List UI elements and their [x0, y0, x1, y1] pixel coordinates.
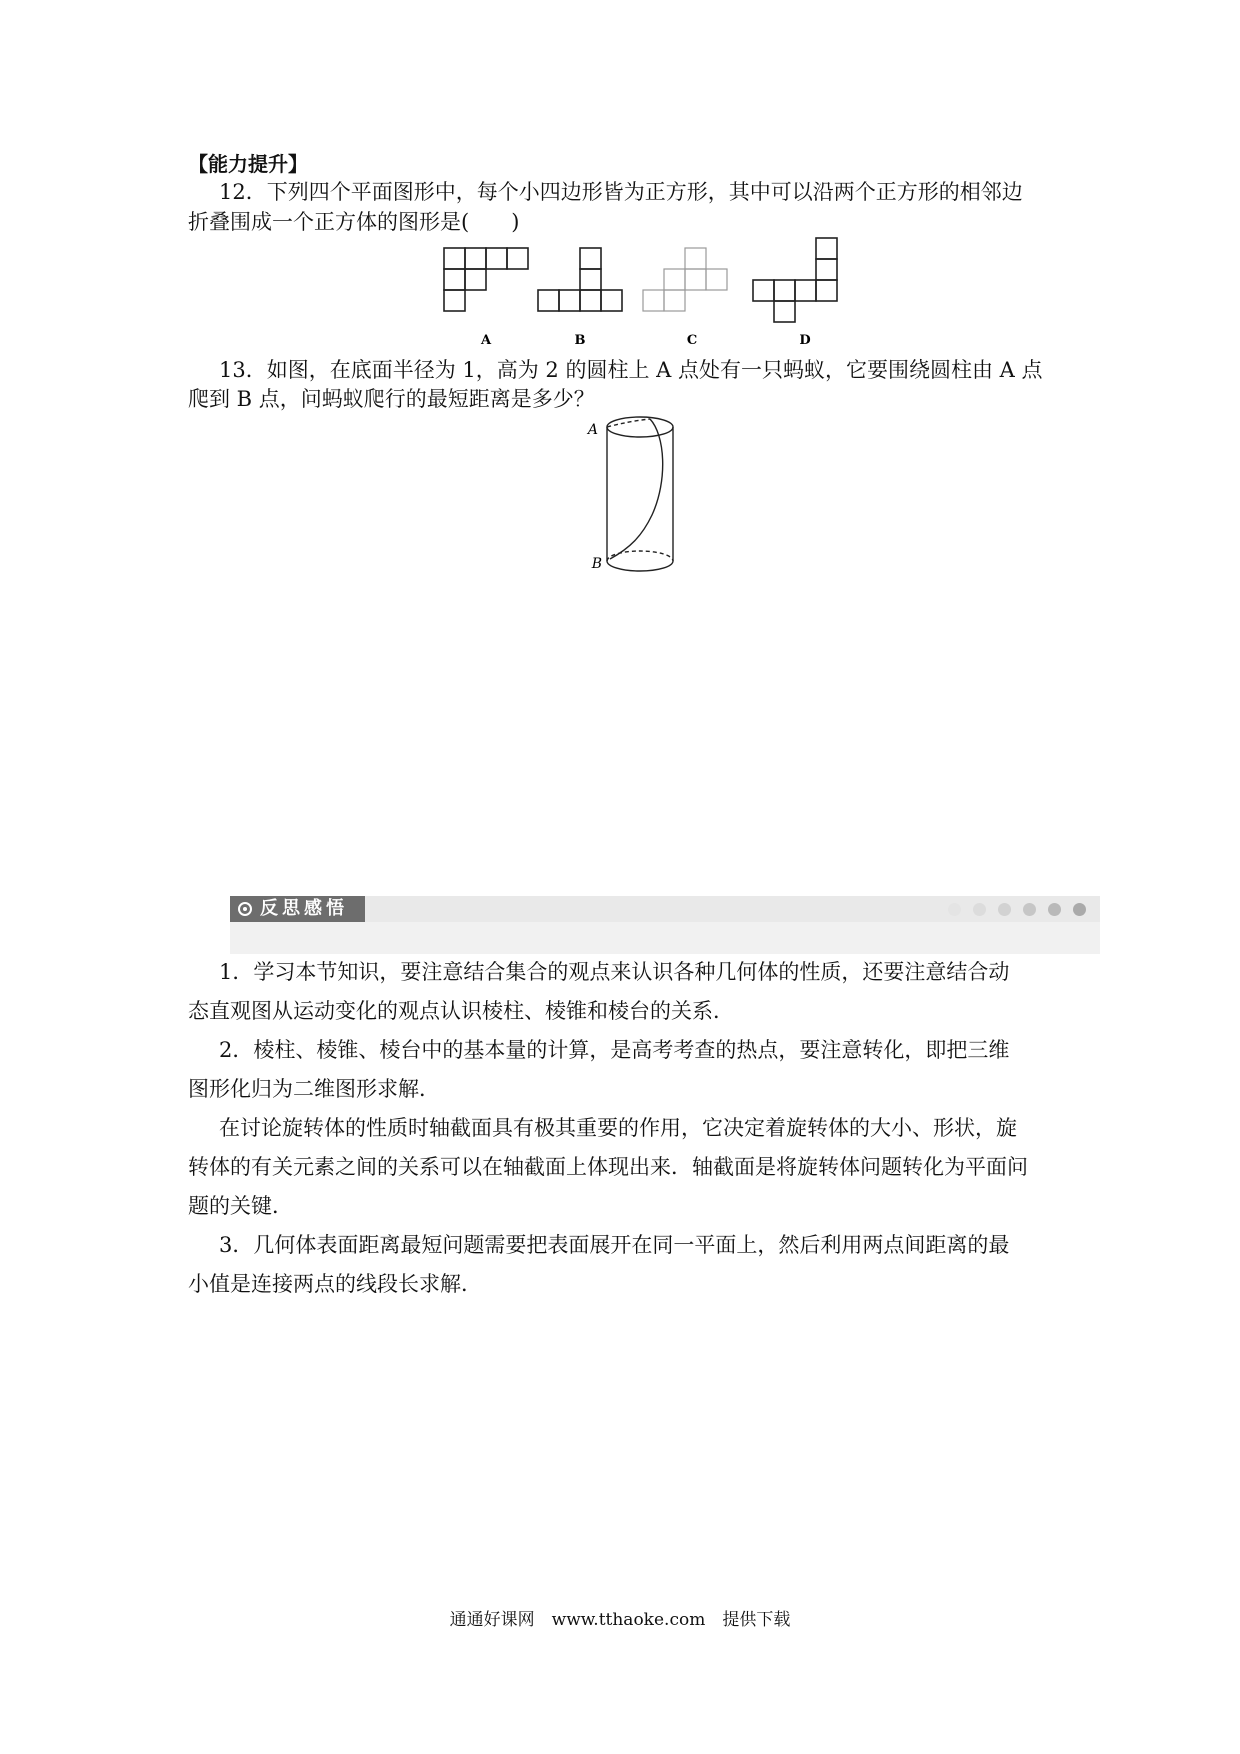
decorative-dot [1023, 903, 1036, 916]
reflection-p4-line2: 小值是连接两点的线段长求解． [188, 1272, 482, 1296]
reflection-title-tag [230, 896, 365, 922]
decorative-dots [948, 903, 1086, 916]
reflection-p1-line2: 态直观图从运动变化的观点认识棱柱、棱锥和棱台的关系． [188, 999, 734, 1023]
decorative-dot [1073, 903, 1086, 916]
q12-text-line2: 折叠围成一个正方体的图形是( ) [188, 210, 520, 234]
cube-nets-figure [0, 0, 1240, 360]
reflection-banner [230, 896, 1100, 954]
q13-text-line2: 爬到 B 点，问蚂蚁爬行的最短距离是多少？ [188, 387, 595, 411]
net-c [643, 248, 727, 311]
net-b [538, 248, 622, 311]
reflection-p1-line1: 1．学习本节知识，要注意结合集合的观点来认识各种几何体的性质，还要注意结合动 [219, 960, 1010, 984]
reflection-p4-line1: 3．几何体表面距离最短问题需要把表面展开在同一平面上，然后利用两点间距离的最 [219, 1233, 1010, 1257]
decorative-dot [948, 903, 961, 916]
decorative-dot [973, 903, 986, 916]
reflection-p3-line2: 转体的有关元素之间的关系可以在轴截面上体现出来．轴截面是将旋转体问题转化为平面问 [188, 1155, 1028, 1179]
point-b-label: B [591, 556, 602, 572]
decorative-dot [1048, 903, 1061, 916]
target-circle-icon [238, 902, 252, 916]
page-footer: 通通好课网 www.tthaoke.com 提供下载 [449, 1610, 791, 1630]
net-a [444, 248, 528, 311]
decorative-dot [998, 903, 1011, 916]
reflection-p3-line1: 在讨论旋转体的性质时轴截面具有极其重要的作用，它决定着旋转体的大小、形状，旋 [219, 1116, 1017, 1140]
net-label-a: A [480, 333, 492, 348]
q12-text-line1: 12．下列四个平面图形中，每个小四边形皆为正方形，其中可以沿两个正方形的相邻边 [219, 180, 1023, 204]
reflection-p2-line2: 图形化归为二维图形求解． [188, 1077, 440, 1101]
net-d [753, 238, 837, 322]
cylinder-figure [587, 410, 700, 585]
net-label-c: C [686, 333, 698, 348]
q13-text-line1: 13．如图，在底面半径为 1，高为 2 的圆柱上 A 点处有一只蚂蚁，它要围绕圆柱由 A 点 [219, 358, 1043, 382]
section-heading: 【能力提升】 [188, 152, 308, 176]
reflection-p2-line1: 2．棱柱、棱锥、棱台中的基本量的计算，是高考考查的热点，要注意转化，即把三维 [219, 1038, 1010, 1062]
net-label-b: B [574, 333, 586, 348]
reflection-p3-line3: 题的关键． [188, 1194, 293, 1218]
point-a-label: A [587, 422, 598, 438]
net-label-d: D [799, 333, 811, 348]
reflection-title: 反思感悟 [260, 898, 348, 919]
